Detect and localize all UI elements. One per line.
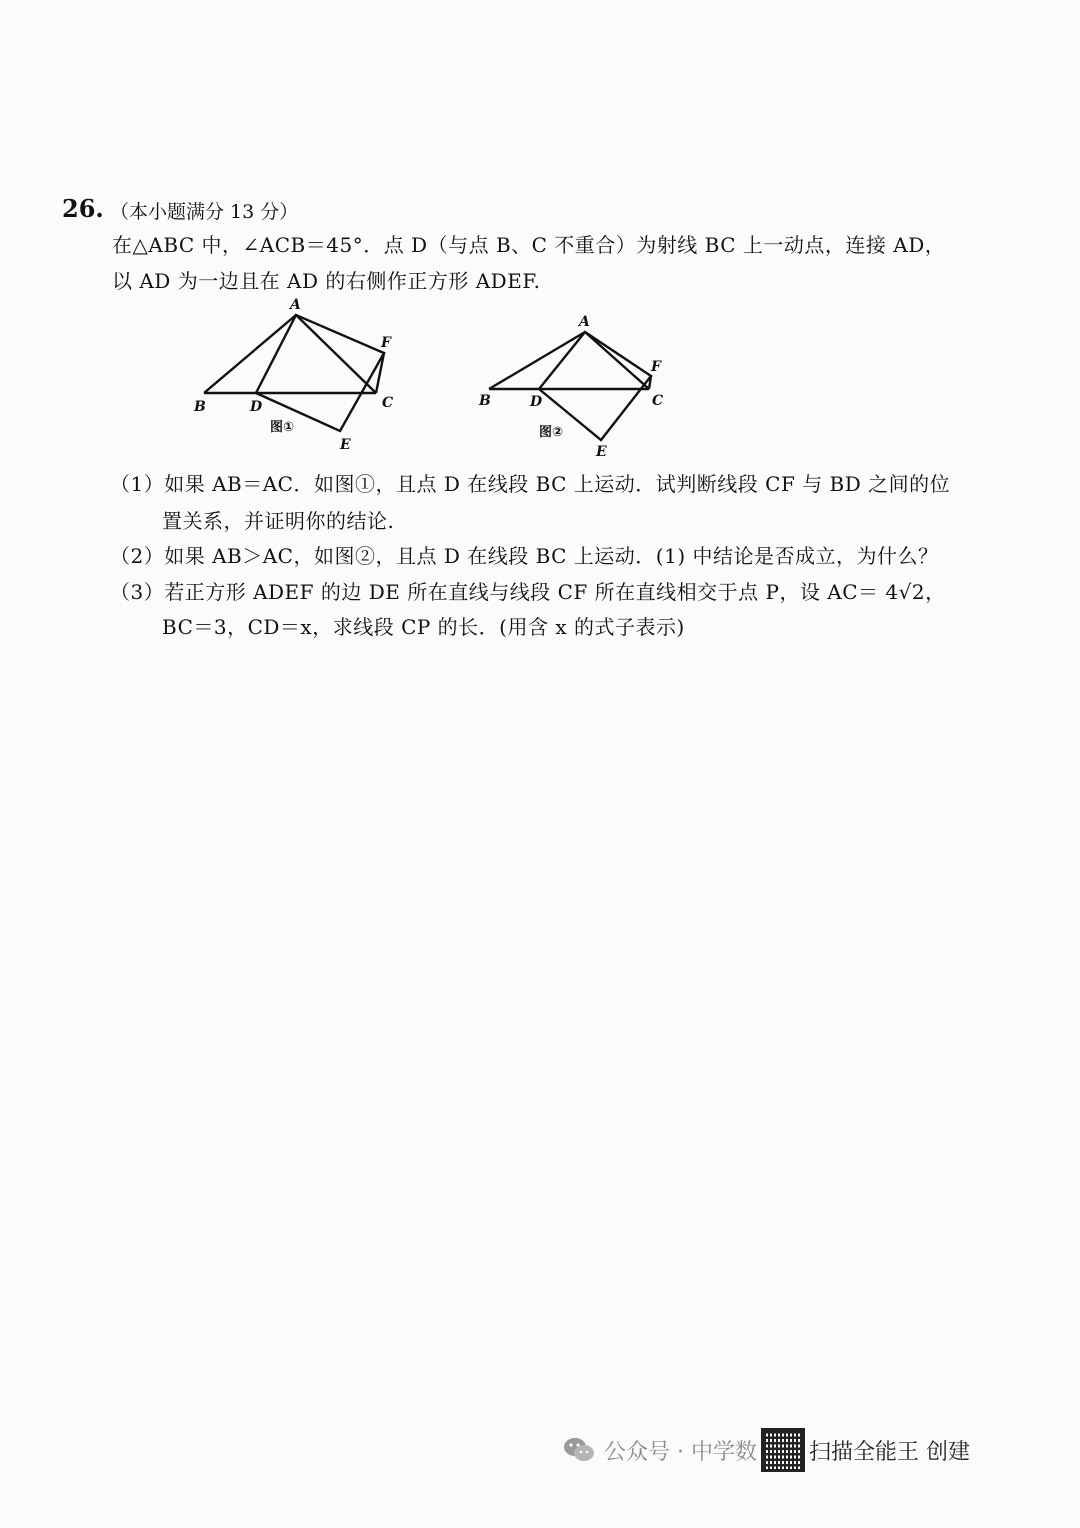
label-F: F — [381, 335, 391, 351]
segment-AC — [585, 332, 649, 389]
label-B: B — [194, 399, 206, 415]
figure-1-caption: 图① — [270, 420, 295, 435]
label-D: D — [530, 394, 543, 410]
label-A: A — [579, 314, 590, 330]
part-1-line-2: 置关系，并证明你的结论. — [162, 509, 395, 533]
segment-AC — [296, 315, 376, 393]
part-2: （2）如果 AB＞AC，如图②，且点 D 在线段 BC 上运动．(1) 中结论是否成立，为什么？ — [110, 544, 939, 568]
scanner-credit: 扫描全能王 创建 — [808, 1439, 970, 1465]
label-C: C — [652, 393, 664, 409]
part-3-line-1: （3）若正方形 ADEF 的边 DE 所在直线与线段 CF 所在直线相交于点 P，设 AC＝ 4√2， — [110, 580, 946, 604]
label-A: A — [290, 297, 301, 313]
label-E: E — [340, 437, 351, 453]
question-header: （本小题满分 13 分） — [110, 201, 299, 223]
segment-AB — [489, 332, 585, 389]
label-E: E — [596, 444, 607, 460]
source-text: 公众号 · 中学数 — [604, 1439, 757, 1465]
label-D: D — [250, 399, 263, 415]
part-1-line-1: （1）如果 AB＝AC．如图①，且点 D 在线段 BC 上运动．试判断线段 CF 与 BD 之间的位 — [110, 472, 951, 496]
figure-2-caption: 图② — [539, 425, 564, 440]
label-B: B — [479, 393, 491, 409]
label-F: F — [651, 359, 661, 375]
label-C: C — [382, 395, 394, 411]
footer-watermark — [562, 1428, 970, 1472]
figure-1 — [190, 295, 420, 465]
question-stem-line-2: 以 AD 为一边且在 AD 的右侧作正方形 ADEF. — [112, 269, 541, 293]
wechat-icon — [562, 1435, 596, 1465]
qr-code-icon — [761, 1428, 805, 1472]
segment-AB — [204, 315, 296, 393]
part-3-line-2: BC＝3，CD＝x，求线段 CP 的长．(用含 x 的式子表示) — [162, 615, 685, 639]
question-stem-line-1: 在△ABC 中，∠ACB＝45°．点 D（与点 B、C 不重合）为射线 BC 上一动点，连接 AD， — [112, 233, 946, 257]
figure-2 — [475, 312, 675, 462]
question-number: 26. — [62, 194, 104, 223]
